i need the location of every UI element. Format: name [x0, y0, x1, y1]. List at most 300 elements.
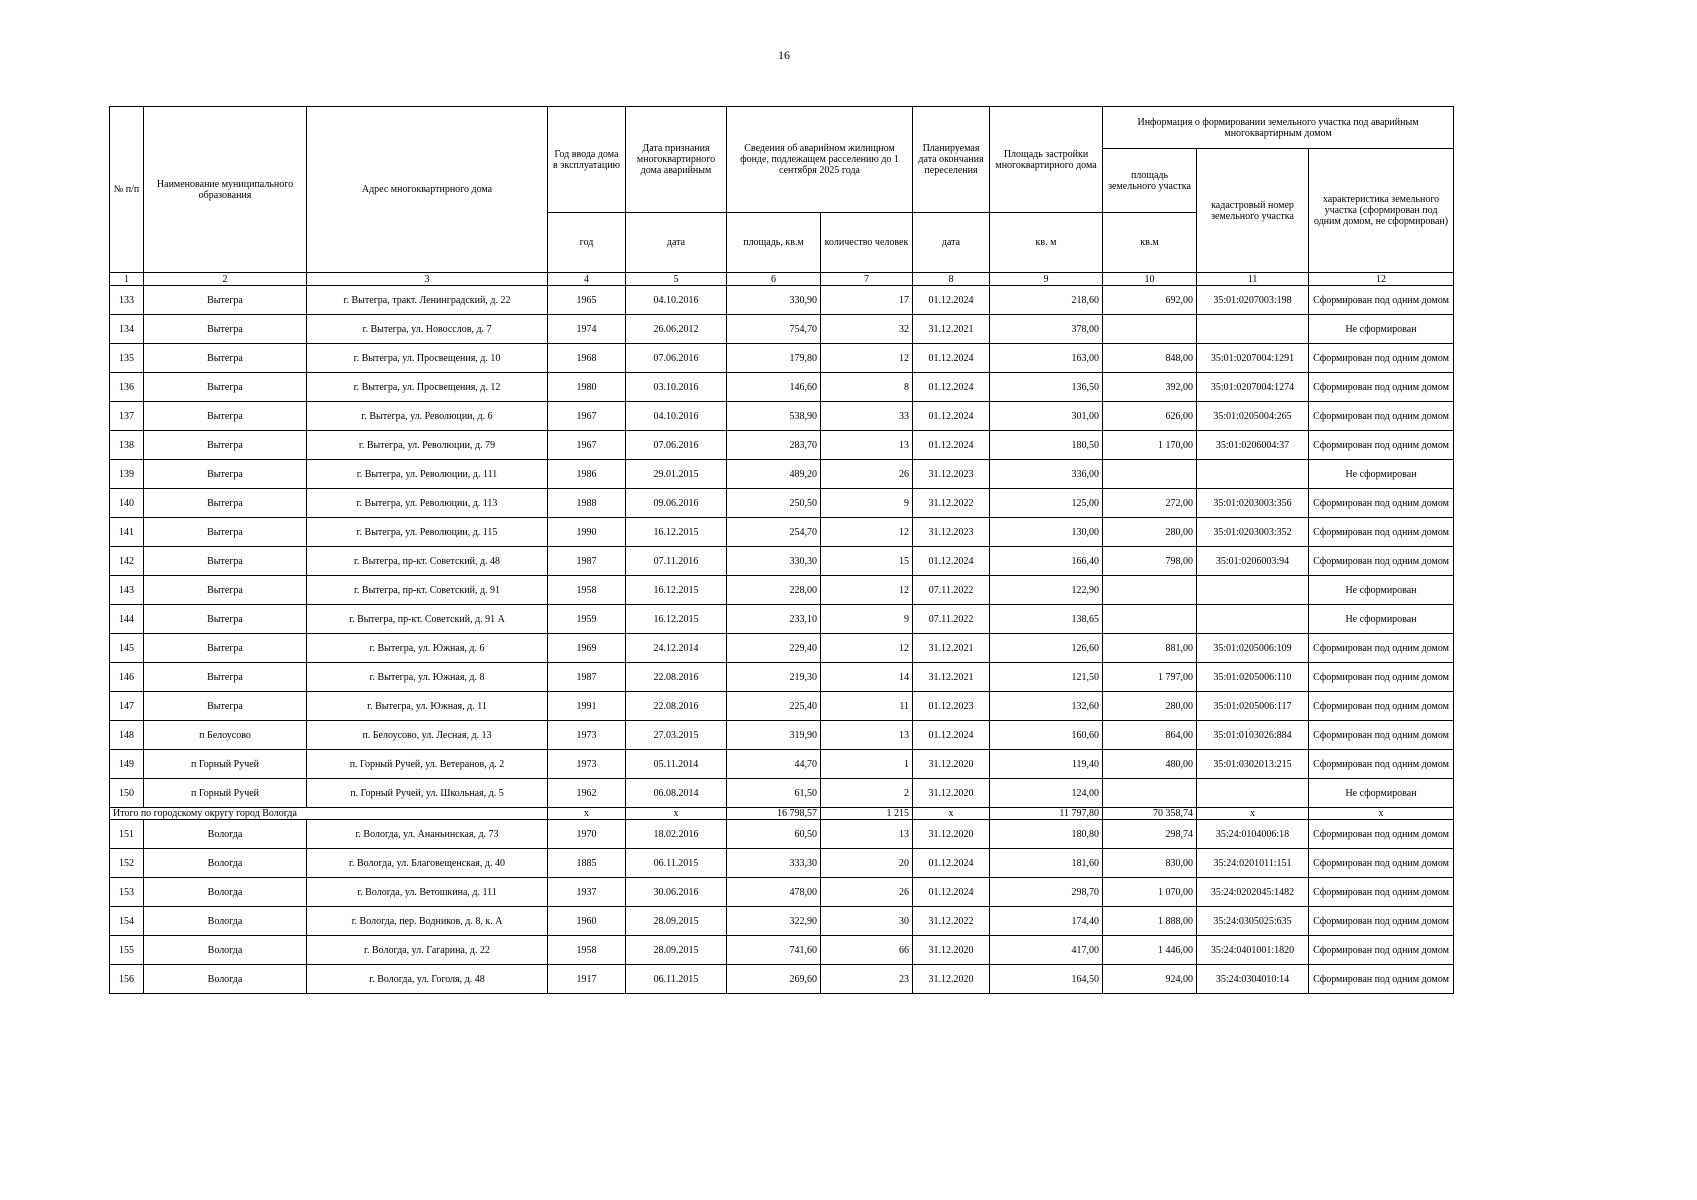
built-area-cell: 164,50 [990, 965, 1103, 994]
characteristic-cell: Не сформирован [1309, 605, 1454, 634]
header-land-info: Информация о формировании земельного участка под аварийным многоквартирным домом [1103, 107, 1454, 149]
row-number: 140 [110, 489, 144, 518]
land-area-cell: 692,00 [1103, 286, 1197, 315]
characteristic-cell: Сформирован под одним домом [1309, 489, 1454, 518]
date-recognized-cell: 16.12.2015 [626, 518, 727, 547]
cadastral-cell: 35:01:0206004:37 [1197, 431, 1309, 460]
table-row [110, 605, 1454, 634]
area-cell: 741,60 [727, 936, 821, 965]
municipality-cell: Вытегра [144, 634, 307, 663]
built-area-cell: 126,60 [990, 634, 1103, 663]
year-built-cell: 1917 [548, 965, 626, 994]
header-built-area: Площадь застройки многоквартирного дома [990, 107, 1103, 213]
table-row [110, 849, 1454, 878]
land-area-cell: 864,00 [1103, 721, 1197, 750]
planned-end-cell: 07.11.2022 [913, 605, 990, 634]
address-cell: г. Вытегра, пр-кт. Советский, д. 91 [307, 576, 548, 605]
built-area-cell: 124,00 [990, 779, 1103, 808]
people-cell: 12 [821, 634, 913, 663]
table-row [110, 692, 1454, 721]
column-number: 10 [1103, 273, 1197, 286]
row-number: 138 [110, 431, 144, 460]
planned-end-cell: 31.12.2021 [913, 634, 990, 663]
unit-people: количество человек [821, 213, 913, 273]
year-built-cell: 1885 [548, 849, 626, 878]
year-built-cell: 1968 [548, 344, 626, 373]
cadastral-cell: 35:01:0205006:110 [1197, 663, 1309, 692]
area-cell: 229,40 [727, 634, 821, 663]
cadastral-cell: 35:01:0205004:265 [1197, 402, 1309, 431]
built-area-cell: 132,60 [990, 692, 1103, 721]
table-row [110, 547, 1454, 576]
row-number: 152 [110, 849, 144, 878]
table-row [110, 820, 1454, 849]
municipality-cell: Вологда [144, 849, 307, 878]
address-cell: г. Вытегра, ул. Южная, д. 11 [307, 692, 548, 721]
cadastral-cell: 35:24:0401001:1820 [1197, 936, 1309, 965]
table-body [110, 286, 1454, 994]
row-number: 133 [110, 286, 144, 315]
land-area-cell: 924,00 [1103, 965, 1197, 994]
planned-end-cell: 31.12.2021 [913, 663, 990, 692]
planned-end-cell: 31.12.2022 [913, 489, 990, 518]
subtotal-year: x [548, 808, 626, 820]
area-cell: 219,30 [727, 663, 821, 692]
planned-end-cell: 07.11.2022 [913, 576, 990, 605]
subtotal-char: x [1309, 808, 1454, 820]
table-row [110, 634, 1454, 663]
municipality-cell: Вытегра [144, 460, 307, 489]
municipality-cell: Вытегра [144, 547, 307, 576]
land-area-cell: 848,00 [1103, 344, 1197, 373]
people-cell: 26 [821, 878, 913, 907]
subtotal-date: x [626, 808, 727, 820]
municipality-cell: Вытегра [144, 605, 307, 634]
emergency-housing-table [109, 106, 1454, 994]
area-cell: 61,50 [727, 779, 821, 808]
planned-end-cell: 31.12.2020 [913, 965, 990, 994]
year-built-cell: 1988 [548, 489, 626, 518]
cadastral-cell: 35:24:0104006:18 [1197, 820, 1309, 849]
cadastral-cell [1197, 315, 1309, 344]
address-cell: п. Горный Ручей, ул. Ветеранов, д. 2 [307, 750, 548, 779]
municipality-cell: Вытегра [144, 489, 307, 518]
people-cell: 32 [821, 315, 913, 344]
row-number: 147 [110, 692, 144, 721]
page-number: 16 [778, 48, 790, 62]
date-recognized-cell: 22.08.2016 [626, 692, 727, 721]
header-characteristic: характеристика земельного участка (сформирован под одним домом, не сформирован) [1309, 149, 1454, 273]
people-cell: 23 [821, 965, 913, 994]
people-cell: 15 [821, 547, 913, 576]
area-cell: 322,90 [727, 907, 821, 936]
header-municipality: Наименование муниципального образования [144, 107, 307, 273]
built-area-cell: 336,00 [990, 460, 1103, 489]
people-cell: 2 [821, 779, 913, 808]
column-number: 1 [110, 273, 144, 286]
characteristic-cell: Сформирован под одним домом [1309, 373, 1454, 402]
municipality-cell: п Белоусово [144, 721, 307, 750]
year-built-cell: 1958 [548, 936, 626, 965]
municipality-cell: п Горный Ручей [144, 750, 307, 779]
planned-end-cell: 31.12.2020 [913, 750, 990, 779]
column-number: 11 [1197, 273, 1309, 286]
municipality-cell: Вытегра [144, 344, 307, 373]
table-row [110, 489, 1454, 518]
subtotal-end: x [913, 808, 990, 820]
cadastral-cell [1197, 460, 1309, 489]
column-number: 9 [990, 273, 1103, 286]
table-row [110, 518, 1454, 547]
date-recognized-cell: 30.06.2016 [626, 878, 727, 907]
column-number: 2 [144, 273, 307, 286]
header-date-recognized: Дата признания многоквартирного дома аварийным [626, 107, 727, 213]
characteristic-cell: Сформирован под одним домом [1309, 965, 1454, 994]
year-built-cell: 1962 [548, 779, 626, 808]
address-cell: г. Вытегра, ул. Революции, д. 113 [307, 489, 548, 518]
land-area-cell: 798,00 [1103, 547, 1197, 576]
characteristic-cell: Сформирован под одним домом [1309, 750, 1454, 779]
characteristic-cell: Сформирован под одним домом [1309, 849, 1454, 878]
cadastral-cell: 35:01:0103026:884 [1197, 721, 1309, 750]
address-cell: г. Вытегра, ул. Революции, д. 79 [307, 431, 548, 460]
address-cell: г. Вытегра, ул. Просвещения, д. 12 [307, 373, 548, 402]
built-area-cell: 378,00 [990, 315, 1103, 344]
built-area-cell: 180,80 [990, 820, 1103, 849]
people-cell: 12 [821, 518, 913, 547]
characteristic-cell: Сформирован под одним домом [1309, 286, 1454, 315]
year-built-cell: 1937 [548, 878, 626, 907]
date-recognized-cell: 06.11.2015 [626, 965, 727, 994]
row-number: 135 [110, 344, 144, 373]
table-row [110, 965, 1454, 994]
address-cell: г. Вытегра, пр-кт. Советский, д. 48 [307, 547, 548, 576]
header-emergency-info: Сведения об аварийном жилищном фонде, подлежащем расселению до 1 сентября 2025 года [727, 107, 913, 213]
row-number: 136 [110, 373, 144, 402]
table-row [110, 431, 1454, 460]
built-area-cell: 417,00 [990, 936, 1103, 965]
land-area-cell: 626,00 [1103, 402, 1197, 431]
date-recognized-cell: 24.12.2014 [626, 634, 727, 663]
address-cell: г. Вытегра, ул. Революции, д. 115 [307, 518, 548, 547]
column-number: 12 [1309, 273, 1454, 286]
date-recognized-cell: 07.06.2016 [626, 344, 727, 373]
planned-end-cell: 01.12.2024 [913, 721, 990, 750]
cadastral-cell [1197, 605, 1309, 634]
date-recognized-cell: 26.06.2012 [626, 315, 727, 344]
municipality-cell: Вытегра [144, 692, 307, 721]
date-recognized-cell: 06.08.2014 [626, 779, 727, 808]
subtotal-cad: x [1197, 808, 1309, 820]
date-recognized-cell: 28.09.2015 [626, 907, 727, 936]
cadastral-cell [1197, 779, 1309, 808]
unit-area: площадь, кв.м [727, 213, 821, 273]
planned-end-cell: 31.12.2022 [913, 907, 990, 936]
people-cell: 13 [821, 820, 913, 849]
land-area-cell: 392,00 [1103, 373, 1197, 402]
cadastral-cell: 35:01:0205006:117 [1197, 692, 1309, 721]
planned-end-cell: 31.12.2023 [913, 518, 990, 547]
planned-end-cell: 31.12.2021 [913, 315, 990, 344]
date-recognized-cell: 09.06.2016 [626, 489, 727, 518]
cadastral-cell: 35:24:0202045:1482 [1197, 878, 1309, 907]
land-area-cell [1103, 605, 1197, 634]
area-cell: 146,60 [727, 373, 821, 402]
row-number: 142 [110, 547, 144, 576]
built-area-cell: 121,50 [990, 663, 1103, 692]
date-recognized-cell: 27.03.2015 [626, 721, 727, 750]
address-cell: г. Вологда, ул. Ветошкина, д. 111 [307, 878, 548, 907]
header-year-built: Год ввода дома в эксплуатацию [548, 107, 626, 213]
address-cell: г. Вытегра, ул. Революции, д. 111 [307, 460, 548, 489]
unit-kvm: кв.м [1103, 213, 1197, 273]
municipality-cell: Вытегра [144, 431, 307, 460]
table-row [110, 460, 1454, 489]
land-area-cell [1103, 460, 1197, 489]
built-area-cell: 218,60 [990, 286, 1103, 315]
land-area-cell [1103, 779, 1197, 808]
year-built-cell: 1970 [548, 820, 626, 849]
table-row [110, 315, 1454, 344]
unit-year: год [548, 213, 626, 273]
people-cell: 12 [821, 344, 913, 373]
year-built-cell: 1980 [548, 373, 626, 402]
characteristic-cell: Сформирован под одним домом [1309, 634, 1454, 663]
cadastral-cell: 35:01:0206003:94 [1197, 547, 1309, 576]
area-cell: 269,60 [727, 965, 821, 994]
column-number: 7 [821, 273, 913, 286]
built-area-cell: 138,65 [990, 605, 1103, 634]
column-number: 3 [307, 273, 548, 286]
characteristic-cell: Сформирован под одним домом [1309, 692, 1454, 721]
date-recognized-cell: 07.06.2016 [626, 431, 727, 460]
municipality-cell: Вологда [144, 820, 307, 849]
row-number: 154 [110, 907, 144, 936]
column-number: 5 [626, 273, 727, 286]
row-number: 146 [110, 663, 144, 692]
municipality-cell: Вологда [144, 878, 307, 907]
row-number: 139 [110, 460, 144, 489]
area-cell: 333,30 [727, 849, 821, 878]
area-cell: 330,30 [727, 547, 821, 576]
land-area-cell: 272,00 [1103, 489, 1197, 518]
table-header [110, 107, 1454, 286]
header-land-area: площадь земельного участка [1103, 149, 1197, 213]
municipality-cell: Вологда [144, 907, 307, 936]
area-cell: 330,90 [727, 286, 821, 315]
year-built-cell: 1974 [548, 315, 626, 344]
characteristic-cell: Сформирован под одним домом [1309, 936, 1454, 965]
year-built-cell: 1990 [548, 518, 626, 547]
built-area-cell: 130,00 [990, 518, 1103, 547]
municipality-cell: Вытегра [144, 663, 307, 692]
people-cell: 30 [821, 907, 913, 936]
header-num: № п/п [110, 107, 144, 273]
land-area-cell: 1 797,00 [1103, 663, 1197, 692]
characteristic-cell: Сформирован под одним домом [1309, 344, 1454, 373]
date-recognized-cell: 29.01.2015 [626, 460, 727, 489]
date-recognized-cell: 22.08.2016 [626, 663, 727, 692]
characteristic-cell: Не сформирован [1309, 315, 1454, 344]
subtotal-people: 1 215 [821, 808, 913, 820]
planned-end-cell: 31.12.2020 [913, 779, 990, 808]
characteristic-cell: Не сформирован [1309, 576, 1454, 605]
people-cell: 13 [821, 431, 913, 460]
characteristic-cell: Сформирован под одним домом [1309, 402, 1454, 431]
unit-sqm: кв. м [990, 213, 1103, 273]
planned-end-cell: 01.12.2024 [913, 373, 990, 402]
people-cell: 13 [821, 721, 913, 750]
land-area-cell [1103, 315, 1197, 344]
municipality-cell: Вологда [144, 936, 307, 965]
row-number: 137 [110, 402, 144, 431]
planned-end-cell: 01.12.2023 [913, 692, 990, 721]
table-row [110, 344, 1454, 373]
date-recognized-cell: 04.10.2016 [626, 286, 727, 315]
area-cell: 478,00 [727, 878, 821, 907]
date-recognized-cell: 28.09.2015 [626, 936, 727, 965]
people-cell: 26 [821, 460, 913, 489]
built-area-cell: 160,60 [990, 721, 1103, 750]
people-cell: 66 [821, 936, 913, 965]
people-cell: 8 [821, 373, 913, 402]
planned-end-cell: 01.12.2024 [913, 344, 990, 373]
people-cell: 9 [821, 605, 913, 634]
area-cell: 179,80 [727, 344, 821, 373]
planned-end-cell: 31.12.2020 [913, 936, 990, 965]
year-built-cell: 1958 [548, 576, 626, 605]
area-cell: 254,70 [727, 518, 821, 547]
municipality-cell: п Горный Ручей [144, 779, 307, 808]
header-planned-end: Планируемая дата окончания переселения [913, 107, 990, 213]
year-built-cell: 1967 [548, 431, 626, 460]
land-area-cell: 480,00 [1103, 750, 1197, 779]
cadastral-cell: 35:01:0203003:356 [1197, 489, 1309, 518]
built-area-cell: 298,70 [990, 878, 1103, 907]
people-cell: 20 [821, 849, 913, 878]
cadastral-cell [1197, 576, 1309, 605]
row-number: 153 [110, 878, 144, 907]
people-cell: 17 [821, 286, 913, 315]
year-built-cell: 1965 [548, 286, 626, 315]
built-area-cell: 122,90 [990, 576, 1103, 605]
area-cell: 754,70 [727, 315, 821, 344]
cadastral-cell: 35:01:0207003:198 [1197, 286, 1309, 315]
address-cell: г. Вытегра, ул. Южная, д. 8 [307, 663, 548, 692]
column-number: 6 [727, 273, 821, 286]
area-cell: 228,00 [727, 576, 821, 605]
built-area-cell: 174,40 [990, 907, 1103, 936]
row-number: 149 [110, 750, 144, 779]
municipality-cell: Вытегра [144, 286, 307, 315]
built-area-cell: 181,60 [990, 849, 1103, 878]
built-area-cell: 163,00 [990, 344, 1103, 373]
built-area-cell: 166,40 [990, 547, 1103, 576]
year-built-cell: 1959 [548, 605, 626, 634]
year-built-cell: 1987 [548, 663, 626, 692]
address-cell: г. Вологда, ул. Гагарина, д. 22 [307, 936, 548, 965]
row-number: 141 [110, 518, 144, 547]
year-built-cell: 1973 [548, 721, 626, 750]
unit-date: дата [626, 213, 727, 273]
unit-date-end: дата [913, 213, 990, 273]
year-built-cell: 1969 [548, 634, 626, 663]
planned-end-cell: 31.12.2023 [913, 460, 990, 489]
cadastral-cell: 35:24:0201011:151 [1197, 849, 1309, 878]
characteristic-cell: Сформирован под одним домом [1309, 547, 1454, 576]
column-number: 4 [548, 273, 626, 286]
area-cell: 250,50 [727, 489, 821, 518]
row-number: 156 [110, 965, 144, 994]
date-recognized-cell: 04.10.2016 [626, 402, 727, 431]
year-built-cell: 1987 [548, 547, 626, 576]
year-built-cell: 1991 [548, 692, 626, 721]
date-recognized-cell: 06.11.2015 [626, 849, 727, 878]
table-row [110, 936, 1454, 965]
people-cell: 1 [821, 750, 913, 779]
row-number: 143 [110, 576, 144, 605]
subtotal-built: 11 797,80 [990, 808, 1103, 820]
date-recognized-cell: 16.12.2015 [626, 576, 727, 605]
subtotal-label: Итого по городскому округу город Вологда [110, 808, 548, 820]
land-area-cell: 280,00 [1103, 692, 1197, 721]
address-cell: г. Вытегра, ул. Новосслов, д. 7 [307, 315, 548, 344]
characteristic-cell: Сформирован под одним домом [1309, 431, 1454, 460]
characteristic-cell: Сформирован под одним домом [1309, 907, 1454, 936]
characteristic-cell: Сформирован под одним домом [1309, 518, 1454, 547]
date-recognized-cell: 18.02.2016 [626, 820, 727, 849]
land-area-cell: 1 070,00 [1103, 878, 1197, 907]
built-area-cell: 301,00 [990, 402, 1103, 431]
table-row [110, 286, 1454, 315]
subtotal-area: 16 798,57 [727, 808, 821, 820]
table-row [110, 402, 1454, 431]
row-number: 148 [110, 721, 144, 750]
land-area-cell: 280,00 [1103, 518, 1197, 547]
year-built-cell: 1967 [548, 402, 626, 431]
table-row [110, 779, 1454, 808]
people-cell: 12 [821, 576, 913, 605]
land-area-cell: 1 888,00 [1103, 907, 1197, 936]
municipality-cell: Вологда [144, 965, 307, 994]
row-number: 144 [110, 605, 144, 634]
people-cell: 14 [821, 663, 913, 692]
date-recognized-cell: 05.11.2014 [626, 750, 727, 779]
row-number: 151 [110, 820, 144, 849]
area-cell: 283,70 [727, 431, 821, 460]
characteristic-cell: Сформирован под одним домом [1309, 878, 1454, 907]
area-cell: 489,20 [727, 460, 821, 489]
municipality-cell: Вытегра [144, 373, 307, 402]
planned-end-cell: 01.12.2024 [913, 431, 990, 460]
cadastral-cell: 35:24:0304010:14 [1197, 965, 1309, 994]
address-cell: г. Вытегра, ул. Просвещения, д. 10 [307, 344, 548, 373]
date-recognized-cell: 03.10.2016 [626, 373, 727, 402]
planned-end-cell: 31.12.2020 [913, 820, 990, 849]
row-number: 155 [110, 936, 144, 965]
characteristic-cell: Не сформирован [1309, 779, 1454, 808]
table-row [110, 878, 1454, 907]
date-recognized-cell: 16.12.2015 [626, 605, 727, 634]
year-built-cell: 1986 [548, 460, 626, 489]
land-area-cell: 1 446,00 [1103, 936, 1197, 965]
address-cell: г. Вологда, пер. Водников, д. 8, к. А [307, 907, 548, 936]
planned-end-cell: 01.12.2024 [913, 286, 990, 315]
address-cell: п. Белоусово, ул. Лесная, д. 13 [307, 721, 548, 750]
header-cadastral: кадастровый номер земельного участка [1197, 149, 1309, 273]
area-cell: 233,10 [727, 605, 821, 634]
row-number: 134 [110, 315, 144, 344]
